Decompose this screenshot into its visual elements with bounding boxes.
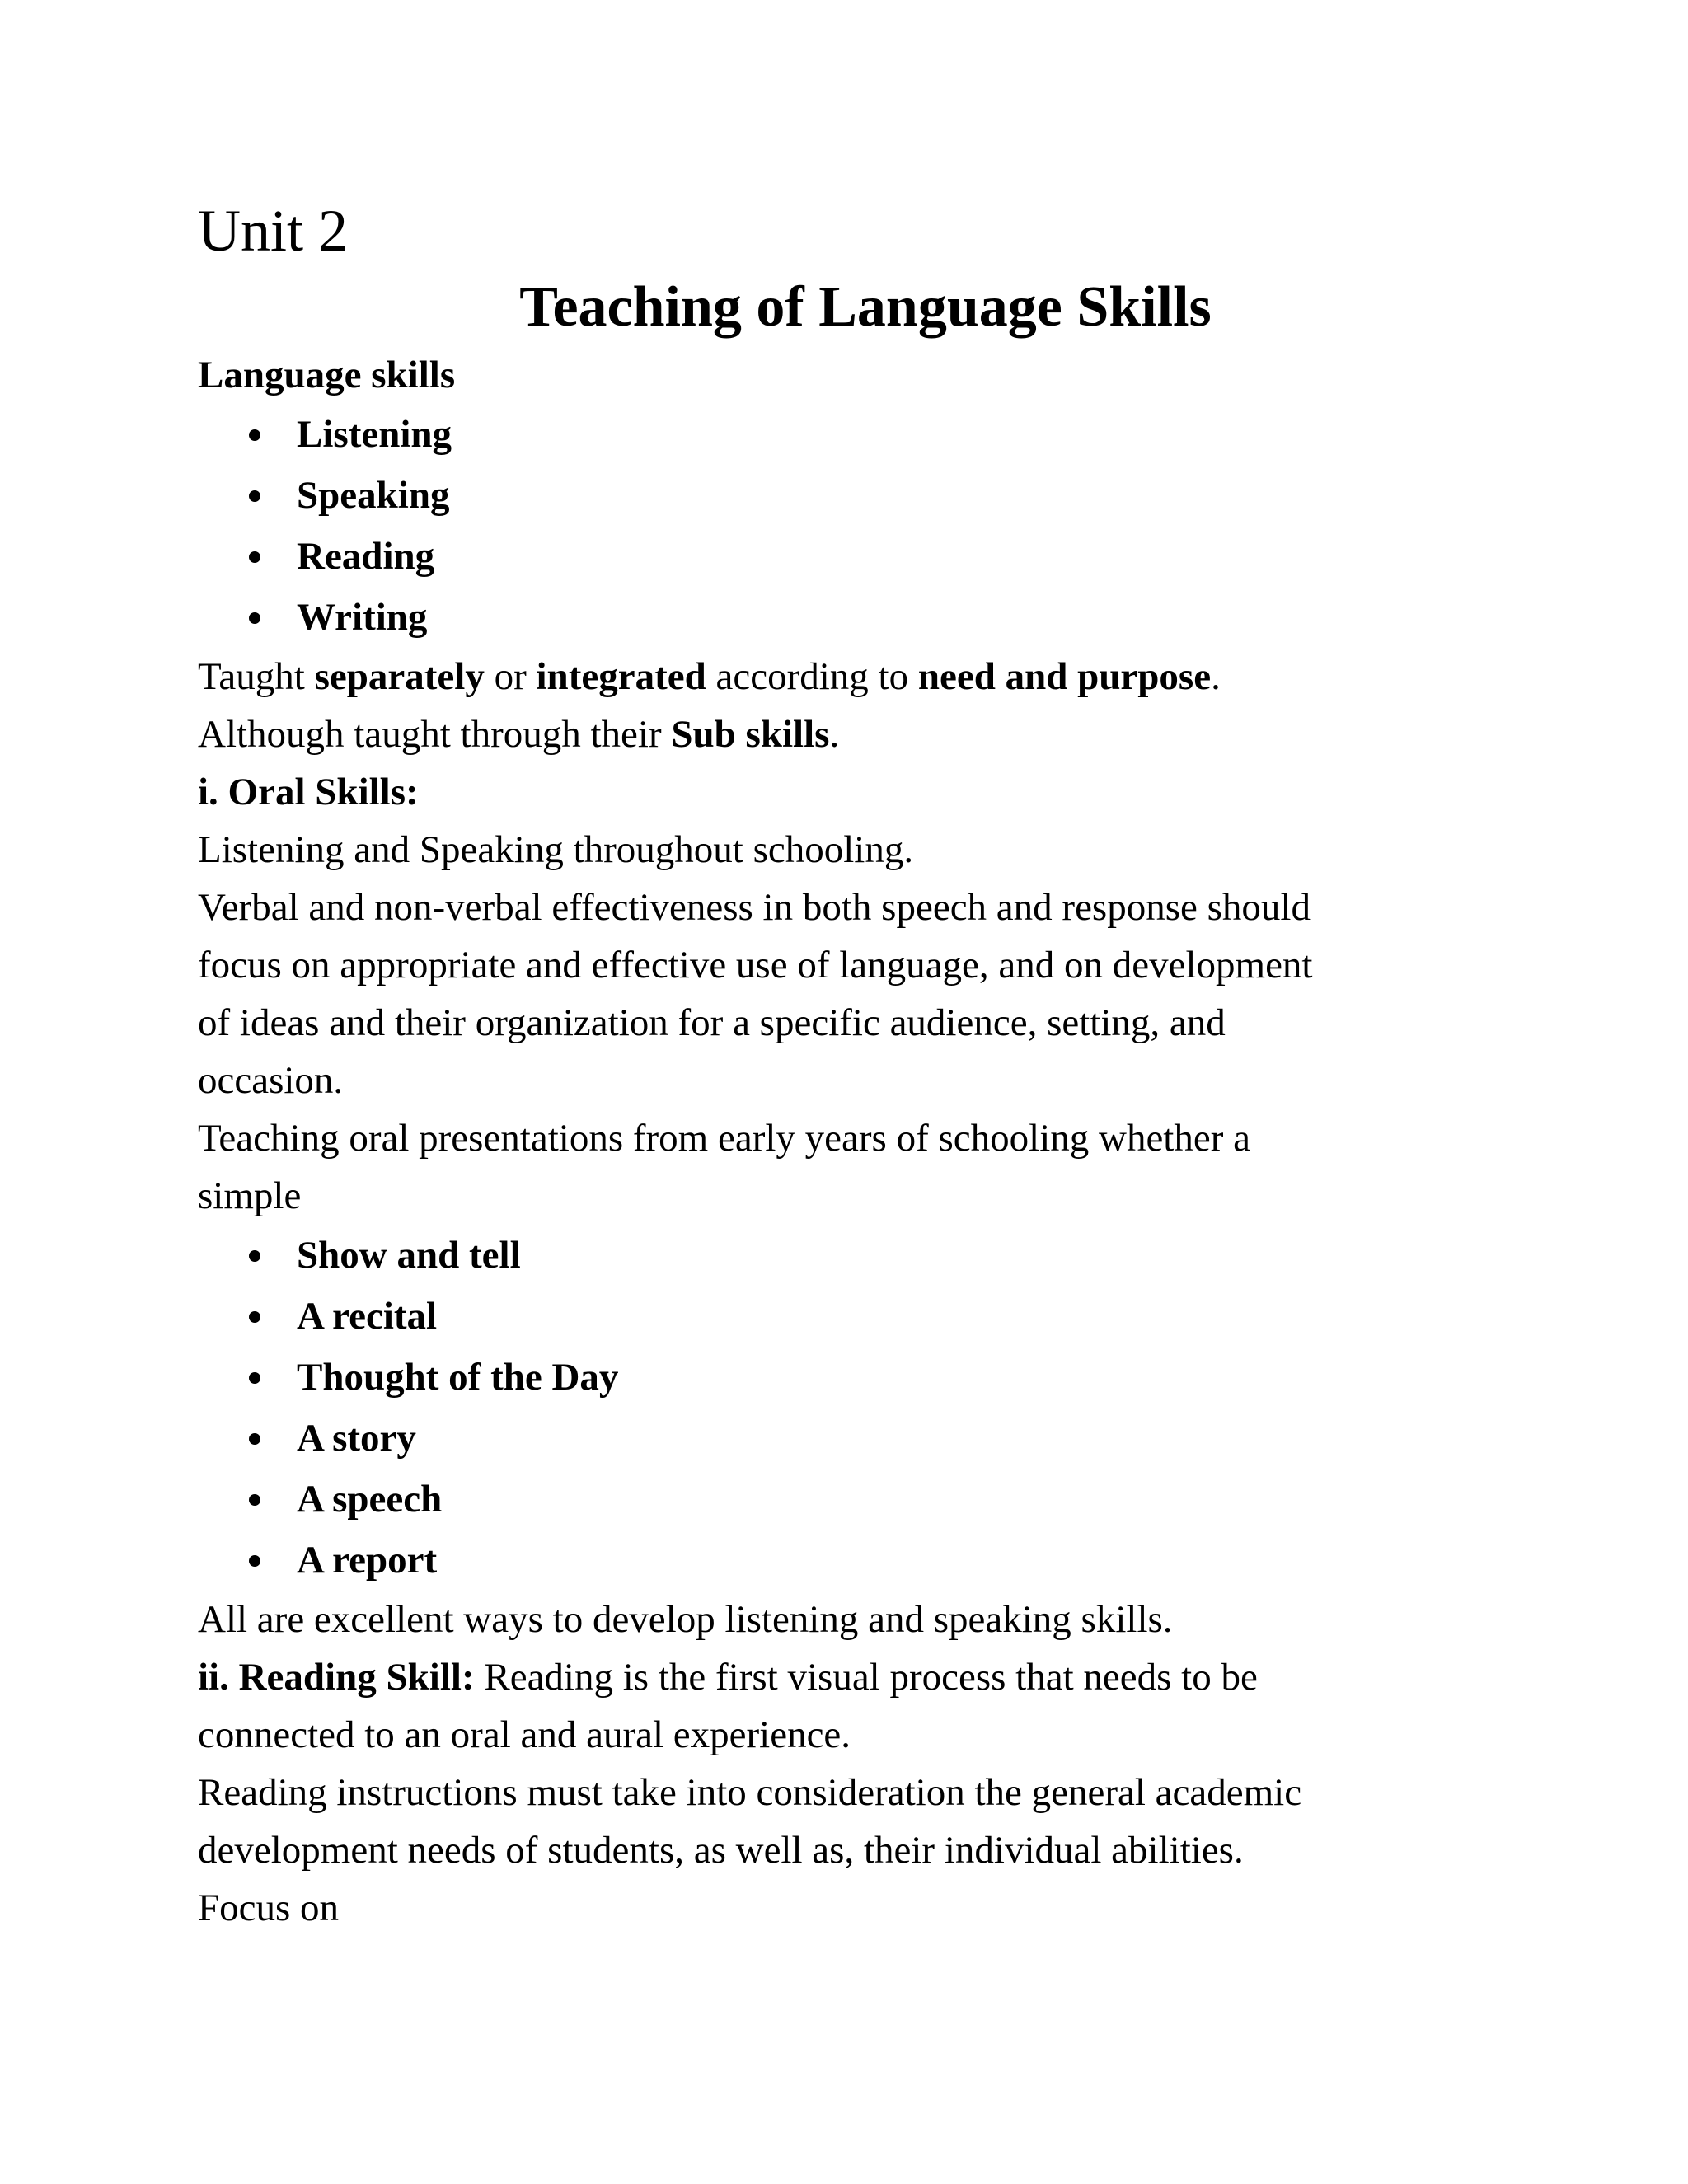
list-item-label: A report [297,1539,438,1582]
list-item [198,1530,1500,1591]
bullet-icon [249,1250,260,1262]
text-run: Reading is the first visual process that needs to be [474,1656,1258,1699]
reading-line: connected to an oral and aural experience. [198,1713,851,1756]
oral-line: focus on appropriate and effective use of language, and on development [198,944,1313,987]
list-item [198,1225,1500,1286]
list-item-label: Speaking [297,474,450,517]
list-item-label: Listening [297,413,452,456]
list-item [198,526,1500,587]
reading-line: Focus on [198,1886,340,1929]
list-item-label: Thought of the Day [297,1356,619,1399]
reading-paragraph [198,1648,1500,1706]
text-run: . [1211,655,1221,698]
skills-heading: Language skills [198,354,456,396]
taught-paragraph [198,648,1500,705]
list-item [198,1408,1500,1469]
bullet-icon [249,429,260,441]
bullet-icon [249,490,260,502]
bullet-icon [249,1555,260,1567]
text-run: . [829,713,840,756]
bold-term: integrated [536,655,706,698]
oral-line: of ideas and their organization for a specific audience, setting, and [198,1001,1226,1044]
text-run: Although taught through their [198,713,672,756]
oral-line: Listening and Speaking throughout schooling. [198,828,914,871]
oral-line: simple [198,1174,302,1217]
reading-line: development needs of students, as well as, their individual abilities. [198,1829,1244,1872]
oral-line: Teaching oral presentations from early years of schooling whether a [198,1117,1250,1160]
list-item [198,1347,1500,1408]
list-item-label: A recital [297,1295,438,1338]
bullet-icon [249,1494,260,1506]
list-item-label: Reading [297,535,435,578]
bullet-icon [249,551,260,563]
text-run: according to [706,655,918,698]
all-excellent-line: All are excellent ways to develop listening and speaking skills. [198,1598,1173,1641]
although-paragraph [198,705,1500,763]
bullet-icon [249,612,260,624]
bullet-icon [249,1372,260,1384]
text-run: or [484,655,537,698]
list-item [198,1286,1500,1347]
list-item [198,404,1500,465]
reading-line: Reading instructions must take into consideration the general academic [198,1771,1302,1814]
page-content [198,194,1500,1937]
list-item-label: A story [297,1417,416,1460]
bold-term: Sub skills [671,713,830,756]
list-item [198,587,1500,648]
list-item-label: Show and tell [297,1234,521,1277]
unit-label: Unit 2 [198,198,349,264]
oral-skills-heading: i. Oral Skills: [198,771,419,813]
bullet-icon [249,1311,260,1323]
list-item-label: Writing [297,596,428,639]
text-run: Taught [198,655,315,698]
list-item [198,465,1500,526]
oral-line: Verbal and non-verbal effectiveness in both speech and response should [198,886,1311,929]
bullet-icon [249,1433,260,1445]
page-title: Teaching of Language Skills [519,275,1212,339]
bold-term: separately [314,655,485,698]
bold-term: need and purpose [917,655,1212,698]
reading-skill-heading: ii. Reading Skill: [198,1656,475,1699]
list-item [198,1469,1500,1530]
skills-list [198,404,1500,648]
presentations-list [198,1225,1500,1591]
oral-line: occasion. [198,1059,344,1102]
list-item-label: A speech [297,1478,443,1521]
